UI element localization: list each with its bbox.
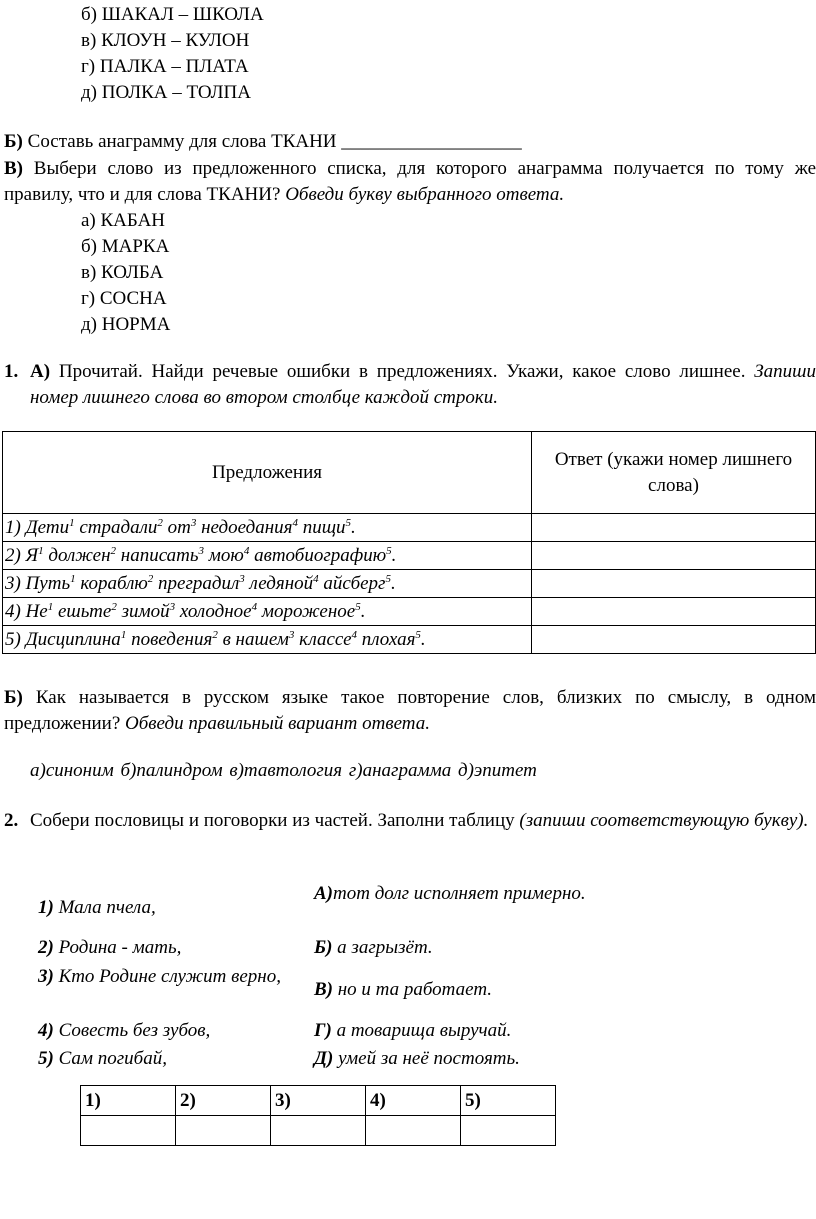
option-top-b: б) ШАКАЛ – ШКОЛА xyxy=(81,4,264,25)
answer-cell[interactable] xyxy=(532,542,816,570)
answer-cell[interactable] xyxy=(532,514,816,542)
task-b: Б) Составь анаграмму для слова ТКАНИ ___________________ xyxy=(4,131,522,152)
option-top-g: г) ПАЛКА – ПЛАТА xyxy=(81,56,249,77)
task1b-text: Б) Как называется в русском языке такое повторение слов, близких по смыслу, в одном предложении? Обведи правильный вариант ответа. xyxy=(4,687,816,734)
answer-header-1: 1) xyxy=(81,1086,176,1116)
proverb-right-v: В) но и та работает. xyxy=(314,979,493,1000)
answer-header-5: 5) xyxy=(461,1086,556,1116)
table-row: 5) Дисциплина$^1$ поведения$^2$ в нашем$^3$ классе$^4$ плохая$^5$. xyxy=(3,626,816,654)
task1b-answers: а)синоним б)палиндром в)тавтология г)анаграмма д)эпитет xyxy=(30,760,537,781)
proverb-left-3: 3) Кто Родине служит верно, xyxy=(38,966,281,987)
answer-cell-5[interactable] xyxy=(461,1116,556,1146)
answer-cell[interactable] xyxy=(532,570,816,598)
task2-text: Собери пословицы и поговорки из частей. Заполни таблицу (запиши соответствующую букву). xyxy=(30,810,809,831)
answer-header-3: 3) xyxy=(271,1086,366,1116)
option-top-d: д) ПОЛКА – ТОЛПА xyxy=(81,82,251,103)
option-v-d: д) НОРМА xyxy=(81,314,171,335)
proverb-right-a: А)тот долг исполняет примерно. xyxy=(314,883,586,904)
table-row: 1) Дети$^1$ страдали$^2$ $от^3$ недоедания$^4$ пищи$^5$. xyxy=(3,514,816,542)
task-v: В) Выбери слово из предложенного списка, для которого анаграмма получается по тому же правилу, что и для слова ТКАНИ? Обведи букву выбранного ответа. xyxy=(4,158,816,205)
answer-cell-4[interactable] xyxy=(366,1116,461,1146)
proverb-left-4: 4) Совесть без зубов, xyxy=(38,1020,211,1041)
table-row: 4) $Не^1$ ешьте$^2$ зимой$^3$ холодное$^4$ мороженое$^5$. xyxy=(3,598,816,626)
proverb-left-5: 5) Сам погибай, xyxy=(38,1048,167,1069)
answer-cell[interactable] xyxy=(532,598,816,626)
option-v-a: а) КАБАН xyxy=(81,210,166,231)
answer-cell-3[interactable] xyxy=(271,1116,366,1146)
answer-cell[interactable] xyxy=(532,626,816,654)
proverb-right-g: Г) а товарища выручай. xyxy=(314,1020,512,1041)
sentences-table xyxy=(2,431,816,654)
option-v-g: г) СОСНА xyxy=(81,288,167,309)
answer-header-2: 2) xyxy=(176,1086,271,1116)
proverb-left-2: 2) Родина - мать, xyxy=(38,937,182,958)
task1-number: 1. xyxy=(4,361,19,382)
header-sentences: Предложения xyxy=(3,432,532,514)
task2-number: 2. xyxy=(4,810,19,831)
proverb-right-d: Д) умей за неё постоять. xyxy=(314,1048,520,1069)
table-row: 3) Путь$^1$ кораблю$^2$ преградил$^3$ ледяной$^4$ айсберг$^5$. xyxy=(3,570,816,598)
option-v-v: в) КОЛБА xyxy=(81,262,164,283)
option-top-v: в) КЛОУН – КУЛОН xyxy=(81,30,250,51)
header-answer: Ответ (укажи номер лишнего слова) xyxy=(532,432,816,514)
table-row: 2) $Я^1$ должен$^2$ написать$^3$ мою$^4$ автобиографию$^5$. xyxy=(3,542,816,570)
task1-text: А) Прочитай. Найди речевые ошибки в предложениях. Укажи, какое слово лишнее. Запиши номер лишнего слова во втором столбце каждой строки. xyxy=(30,361,816,408)
answer-cell-2[interactable] xyxy=(176,1116,271,1146)
option-v-b: б) МАРКА xyxy=(81,236,170,257)
answer-table xyxy=(80,1085,556,1146)
proverb-left-1: 1) Мала пчела, xyxy=(38,897,156,918)
answer-header-4: 4) xyxy=(366,1086,461,1116)
answer-cell-1[interactable] xyxy=(81,1116,176,1146)
proverb-right-b: Б) а загрызёт. xyxy=(314,937,433,958)
